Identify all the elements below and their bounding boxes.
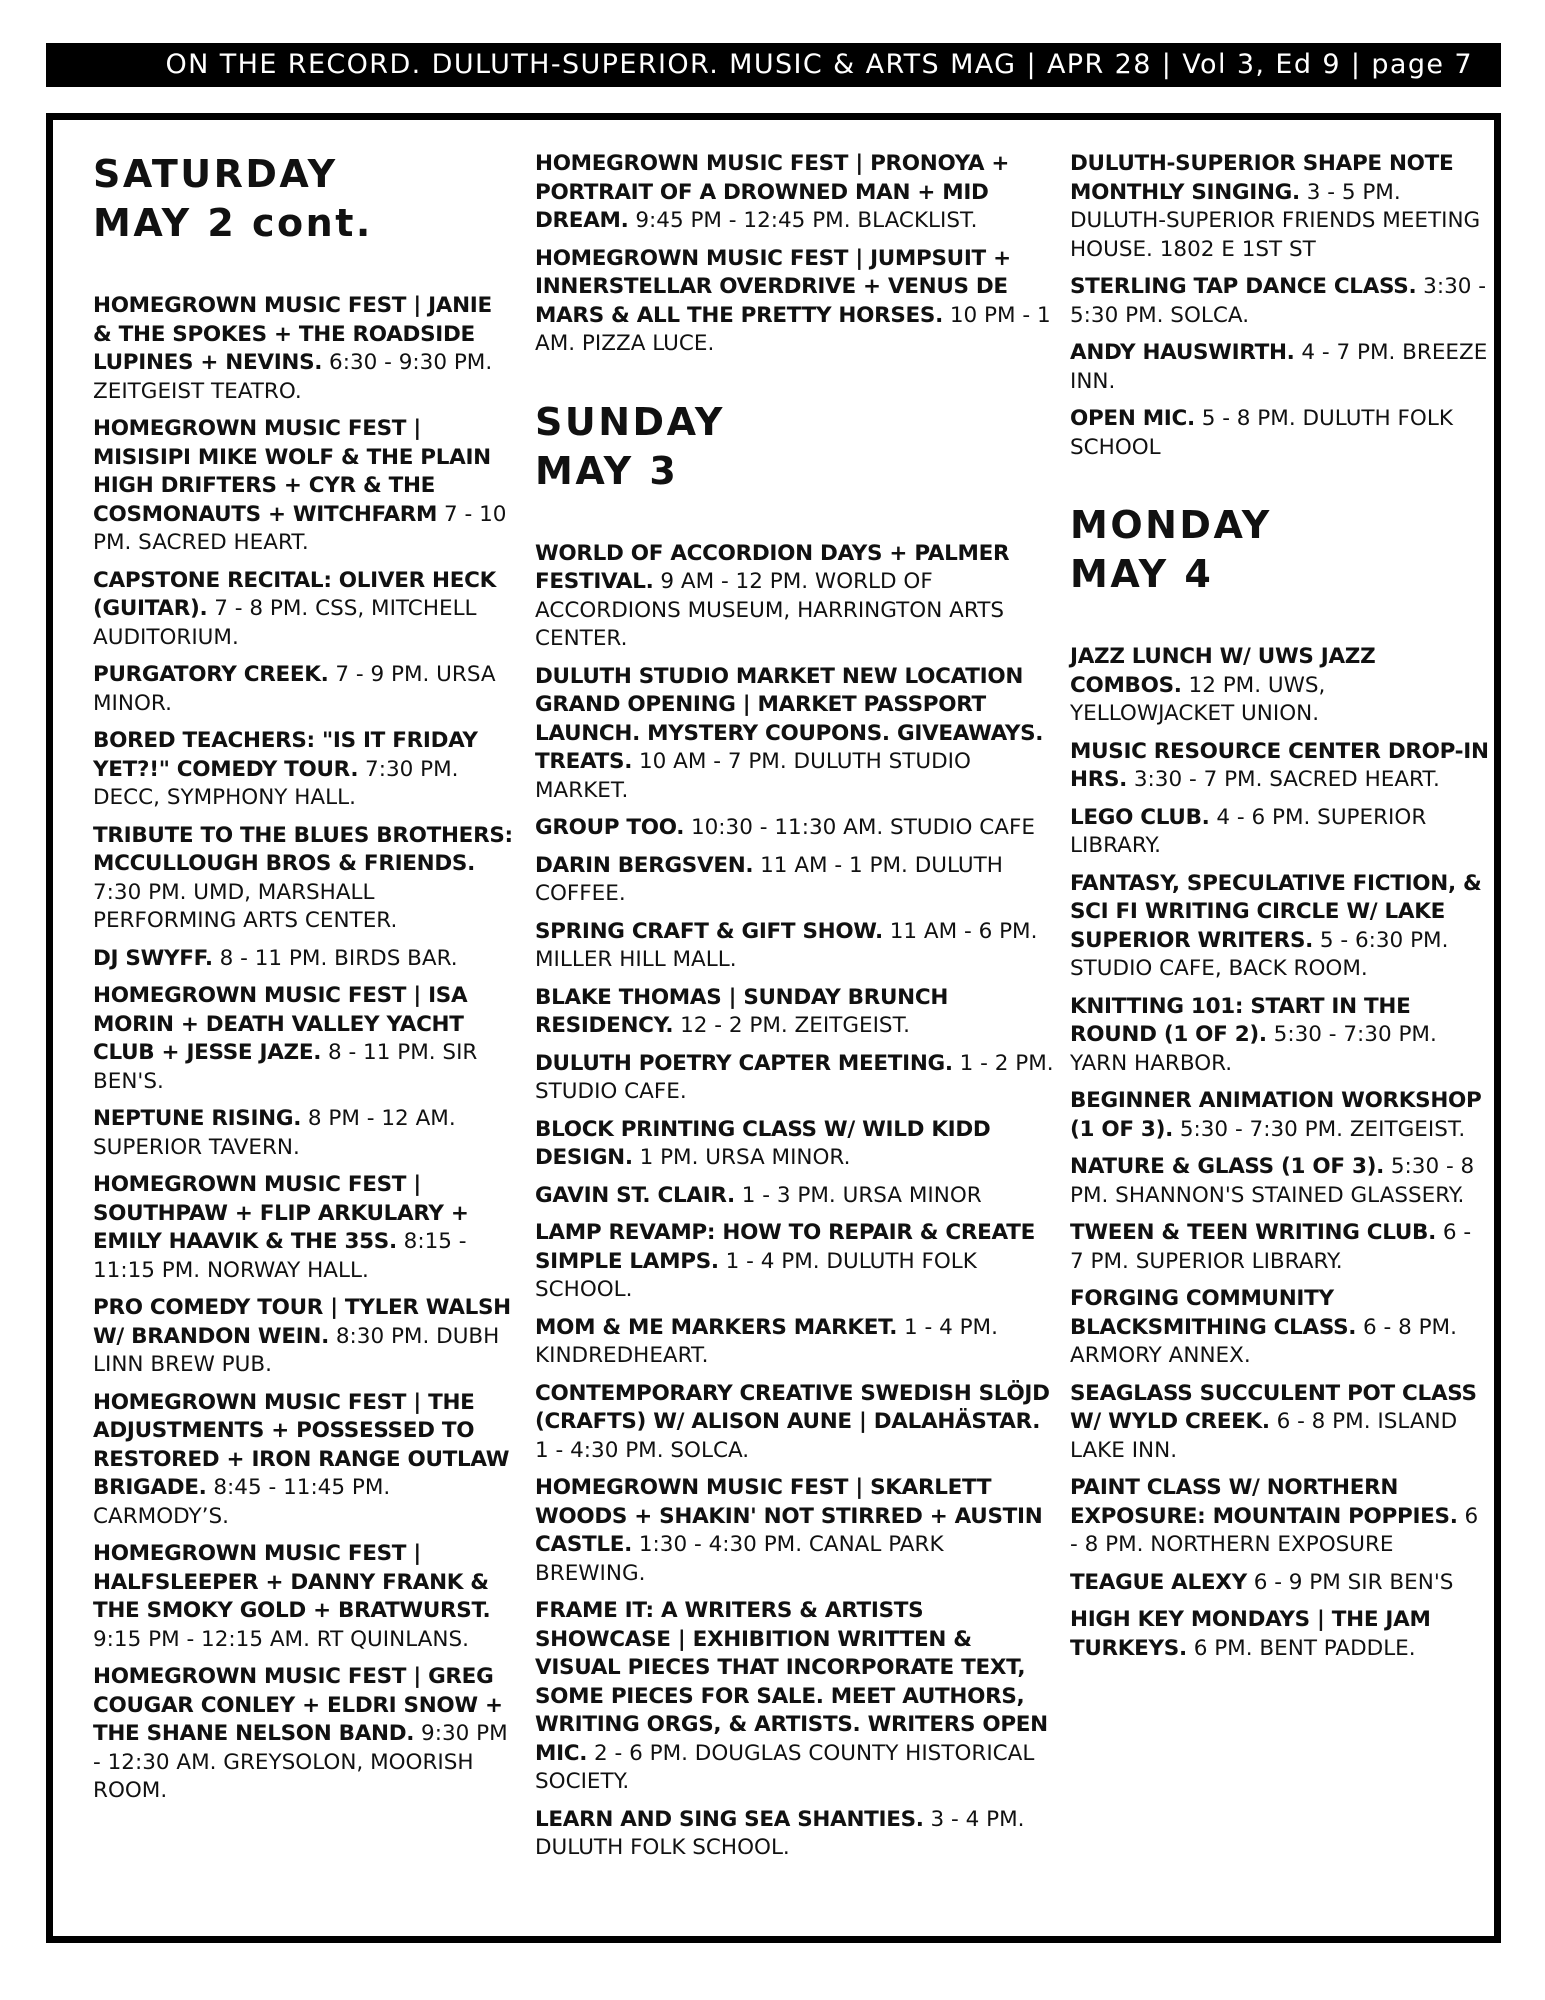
event-listing	[93, 292, 513, 406]
event-details: 5 - 6:30 PM. STUDIO CAFE, BACK ROOM.	[1070, 927, 1449, 981]
event-listing	[93, 567, 513, 653]
event-listing	[535, 852, 1055, 909]
event-title: BLOCK PRINTING CLASS W/ WILD KIDD DESIGN.	[535, 1116, 991, 1170]
event-details: 9 AM - 12 PM. WORLD OF ACCORDIONS MUSEUM, HARRINGTON ARTS CENTER.	[535, 569, 1004, 651]
event-title: HOMEGROWN MUSIC FEST | JANIE & THE SPOKES + THE ROADSIDE LUPINES + NEVINS.	[93, 293, 492, 375]
event-title: HOMEGROWN MUSIC FEST | PRONOYA + PORTRAIT OF A DROWNED MAN + MID DREAM.	[535, 151, 1010, 233]
event-details: 1 - 4 PM. KINDREDHEART.	[535, 1314, 998, 1368]
event-title: PRO COMEDY TOUR | TYLER WALSH W/ BRANDON WEIN.	[93, 1295, 511, 1349]
event-details: 9:30 PM - 12:30 AM. GREYSOLON, MOORISH ROOM.	[93, 1721, 508, 1803]
event-details: 5:30 - 7:30 PM. ZEITGEIST.	[1179, 1116, 1466, 1142]
event-details: 6 - 8 PM. ARMORY ANNEX.	[1070, 1314, 1457, 1368]
event-listing	[93, 1663, 513, 1806]
event-title: DULUTH POETRY CAPTER MEETING.	[535, 1050, 953, 1076]
event-listing	[535, 1380, 1055, 1466]
event-listing	[93, 1105, 513, 1162]
event-listing	[535, 540, 1055, 654]
event-details: 5:30 - 7:30 PM. YARN HARBOR.	[1070, 1022, 1437, 1076]
event-listing	[93, 982, 513, 1096]
event-listing	[1070, 150, 1490, 264]
event-listing	[535, 1050, 1055, 1107]
event-details: 2 - 6 PM. DOUGLAS COUNTY HISTORICAL SOCIETY.	[535, 1740, 1035, 1794]
event-title: CONTEMPORARY CREATIVE SWEDISH SLÖJD (CRAFTS) W/ ALISON AUNE | DALAHÄSTAR.	[535, 1380, 1050, 1434]
event-title: FANTASY, SPECULATIVE FICTION, & SCI FI WRITING CIRCLE W/ LAKE SUPERIOR WRITERS.	[1070, 870, 1482, 953]
event-details: 7 - 10 PM. SACRED HEART.	[93, 501, 507, 555]
event-details: 6 PM. BENT PADDLE.	[1193, 1635, 1416, 1661]
event-listing	[535, 1116, 1055, 1173]
event-title: KNITTING 101: START IN THE ROUND (1 OF 2).	[1070, 993, 1411, 1047]
event-title: DJ SWYFF.	[93, 945, 213, 971]
column-saturday	[93, 150, 513, 1815]
event-listing	[93, 727, 513, 813]
event-details: 7:30 PM. UMD, MARSHALL PERFORMING ARTS CENTER.	[93, 879, 398, 933]
event-listing	[535, 1219, 1055, 1305]
event-title: NEPTUNE RISING.	[93, 1106, 302, 1131]
event-title: OPEN MIC.	[1070, 406, 1195, 431]
event-details: 9:15 PM - 12:15 AM. RT QUINLANS.	[93, 1626, 469, 1652]
event-title: HOMEGROWN MUSIC FEST | JUMPSUIT + INNERSTELLAR OVERDRIVE + VENUS DE MARS & ALL THE PRETTY HORSES.	[535, 245, 1011, 328]
event-details: 1 - 4:30 PM. SOLCA.	[535, 1437, 750, 1463]
event-listing	[535, 663, 1055, 806]
day-name: SATURDAY	[93, 152, 338, 196]
event-title: SEAGLASS SUCCULENT POT CLASS W/ WYLD CREEK.	[1070, 1380, 1477, 1434]
event-title: GROUP TOO.	[535, 815, 685, 840]
event-title: FRAME IT: A WRITERS & ARTISTS SHOWCASE | EXHIBITION WRITTEN & VISUAL PIECES THAT INCORPORATE TEXT, SOME PIECES FOR SALE. MEET AUTHORS, WRITING ORGS, & ARTISTS. WRITERS OPEN MIC.	[535, 1598, 1048, 1766]
event-listing	[535, 150, 1055, 236]
event-details: 7 - 8 PM. CSS, MITCHELL AUDITORIUM.	[93, 596, 477, 650]
event-title: HOMEGROWN MUSIC FEST | SKARLETT WOODS + SHAKIN' NOT STIRRED + AUSTIN CASTLE.	[535, 1475, 1043, 1557]
event-title: TWEEN & TEEN WRITING CLUB.	[1070, 1220, 1436, 1245]
event-listing	[535, 245, 1055, 359]
event-details: 1 PM. URSA MINOR.	[639, 1145, 851, 1170]
event-listing	[1070, 1219, 1490, 1276]
event-title: PURGATORY CREEK.	[93, 662, 329, 687]
page-header: ON THE RECORD. DULUTH-SUPERIOR. MUSIC & ARTS MAG | APR 28 | Vol 3, Ed 9 | page 7	[46, 43, 1501, 87]
event-details: 6:30 - 9:30 PM. ZEITGEIST TEATRO.	[93, 350, 493, 404]
event-details: 1:30 - 4:30 PM. CANAL PARK BREWING.	[535, 1532, 944, 1586]
event-details: 8 - 11 PM. BIRDS BAR.	[219, 945, 458, 971]
event-title: FORGING COMMUNITY BLACKSMITHING CLASS.	[1070, 1286, 1357, 1340]
event-details: 8:30 PM. DUBH LINN BREW PUB.	[93, 1323, 500, 1377]
event-details: 6 - 7 PM. SUPERIOR LIBRARY.	[1070, 1220, 1472, 1274]
event-details: 11 AM - 1 PM. DULUTH COFFEE.	[535, 852, 1003, 906]
event-details: 8 - 11 PM. SIR BEN'S.	[93, 1040, 478, 1094]
event-listing	[535, 1806, 1055, 1863]
event-title: DULUTH-SUPERIOR SHAPE NOTE MONTHLY SINGING.	[1070, 151, 1454, 205]
event-listing	[93, 661, 513, 718]
event-listing	[535, 1314, 1055, 1371]
column-monday	[1070, 150, 1490, 1672]
event-listing	[93, 1540, 513, 1654]
event-listing	[535, 814, 1055, 843]
event-details: 1 - 4 PM. DULUTH FOLK SCHOOL.	[535, 1248, 977, 1302]
event-title: LEGO CLUB.	[1070, 804, 1210, 830]
day-name: SUNDAY	[535, 399, 725, 444]
event-details: 4 - 7 PM. BREEZE INN.	[1070, 340, 1488, 394]
event-details: 12 PM. UWS, YELLOWJACKET UNION.	[1070, 672, 1326, 726]
event-details: 10:30 - 11:30 AM. STUDIO CAFE	[690, 815, 1035, 840]
event-title: NATURE & GLASS (1 OF 3).	[1070, 1154, 1384, 1179]
event-listing	[535, 984, 1055, 1041]
column-sunday	[535, 150, 1055, 1872]
event-listing	[93, 822, 513, 936]
event-listing	[535, 1597, 1055, 1797]
event-title: JAZZ LUNCH W/ UWS JAZZ COMBOS.	[1070, 644, 1376, 698]
event-title: PAINT CLASS W/ NORTHERN EXPOSURE: MOUNTAIN POPPIES.	[1070, 1475, 1458, 1529]
event-details: 11 AM - 6 PM. MILLER HILL MALL.	[535, 918, 1038, 972]
event-details: 6 - 8 PM. NORTHERN EXPOSURE	[1070, 1503, 1479, 1557]
event-details: 3 - 5 PM. DULUTH-SUPERIOR FRIENDS MEETING HOUSE. 1802 E 1ST ST	[1070, 179, 1481, 262]
event-details: 4 - 6 PM. SUPERIOR LIBRARY.	[1070, 804, 1427, 858]
day-heading	[535, 398, 1055, 496]
event-listing	[1070, 1153, 1490, 1210]
event-title: HOMEGROWN MUSIC FEST | HALFSLEEPER + DANNY FRANK & THE SMOKY GOLD + BRATWURST.	[93, 1541, 491, 1623]
event-listing	[93, 945, 513, 974]
event-title: HIGH KEY MONDAYS | THE JAM TURKEYS.	[1070, 1607, 1431, 1661]
day-date: MAY 4	[1070, 552, 1214, 596]
event-title: HOMEGROWN MUSIC FEST | THE ADJUSTMENTS + POSSESSED TO RESTORED + IRON RANGE OUTLAW BRIGADE.	[93, 1389, 510, 1500]
event-title: STERLING TAP DANCE CLASS.	[1070, 274, 1417, 299]
event-listing	[1070, 643, 1490, 729]
event-listing	[93, 415, 513, 558]
event-listing	[1070, 1569, 1490, 1598]
event-title: MUSIC RESOURCE CENTER DROP-IN HRS.	[1070, 738, 1489, 792]
event-listing	[1070, 804, 1490, 861]
day-date: MAY 3	[535, 448, 679, 493]
event-details: 6 - 8 PM. ISLAND LAKE INN.	[1070, 1409, 1458, 1463]
event-details: 7:30 PM. DECC, SYMPHONY HALL.	[93, 756, 459, 810]
event-title: ANDY HAUSWIRTH.	[1070, 340, 1295, 365]
day-heading	[1070, 501, 1490, 599]
event-details: 7 - 9 PM. URSA MINOR.	[93, 662, 496, 716]
event-title: SPRING CRAFT & GIFT SHOW.	[535, 918, 883, 944]
event-title: CAPSTONE RECITAL: OLIVER HECK (GUITAR).	[93, 567, 496, 621]
day-name: MONDAY	[1070, 503, 1272, 547]
event-title: MOM & ME MARKERS MARKET.	[535, 1314, 898, 1340]
event-details: 1 - 3 PM. URSA MINOR	[741, 1182, 982, 1208]
event-listing	[1070, 1285, 1490, 1371]
event-listing	[1070, 1087, 1490, 1144]
event-details: 3:30 - 5:30 PM. SOLCA.	[1070, 274, 1487, 328]
event-listing	[1070, 870, 1490, 984]
event-title: HOMEGROWN MUSIC FEST | ISA MORIN + DEATH VALLEY YACHT CLUB + JESSE JAZE.	[93, 983, 468, 1065]
event-details: 8:45 - 11:45 PM. CARMODY’S.	[93, 1475, 391, 1529]
event-listing	[93, 1171, 513, 1285]
event-listing	[1070, 339, 1490, 396]
day-date: MAY 2 cont.	[93, 201, 373, 245]
event-details: 8 PM - 12 AM. SUPERIOR TAVERN.	[93, 1106, 456, 1160]
event-title: DARIN BERGSVEN.	[535, 852, 754, 878]
event-details: 1 - 2 PM. STUDIO CAFE.	[535, 1050, 1054, 1104]
event-title: GAVIN ST. CLAIR.	[535, 1182, 735, 1208]
day-heading	[93, 150, 513, 248]
event-details: 12 - 2 PM. ZEITGEIST.	[680, 1013, 910, 1038]
event-listing	[1070, 405, 1490, 462]
event-title: TEAGUE ALEXY	[1070, 1569, 1247, 1595]
event-details: 10 PM - 1 AM. PIZZA LUCE.	[535, 302, 1051, 356]
event-details: 10 AM - 7 PM. DULUTH STUDIO MARKET.	[535, 749, 971, 803]
event-title: DULUTH STUDIO MARKET NEW LOCATION GRAND OPENING | MARKET PASSPORT LAUNCH. MYSTERY COUPONS. GIVEAWAYS. TREATS.	[535, 663, 1044, 774]
event-listing	[93, 1389, 513, 1532]
event-details: 5:30 - 8 PM. SHANNON'S STAINED GLASSERY.	[1070, 1154, 1475, 1208]
event-title: HOMEGROWN MUSIC FEST | GREG COUGAR CONLEY + ELDRI SNOW + THE SHANE NELSON BAND.	[93, 1664, 503, 1746]
event-title: BLAKE THOMAS | SUNDAY BRUNCH RESIDENCY.	[535, 984, 949, 1038]
event-details: 6 - 9 PM SIR BEN'S	[1253, 1569, 1454, 1595]
event-title: TRIBUTE TO THE BLUES BROTHERS: MCCULLOUGH BROS & FRIENDS.	[93, 822, 513, 876]
event-details: 3:30 - 7 PM. SACRED HEART.	[1133, 767, 1440, 792]
event-details: 8:15 - 11:15 PM. NORWAY HALL.	[93, 1229, 467, 1283]
event-listing	[1070, 1474, 1490, 1560]
event-details: 9:45 PM - 12:45 PM. BLACKLIST.	[635, 208, 978, 233]
event-details: 3 - 4 PM. DULUTH FOLK SCHOOL.	[535, 1806, 1025, 1860]
event-listing	[535, 1182, 1055, 1211]
event-listing	[1070, 738, 1490, 795]
event-title: BEGINNER ANIMATION WORKSHOP (1 OF 3).	[1070, 1088, 1482, 1142]
event-listing	[535, 918, 1055, 975]
event-listing	[1070, 1606, 1490, 1663]
event-title: LAMP REVAMP: HOW TO REPAIR & CREATE SIMPLE LAMPS.	[535, 1220, 1035, 1274]
event-title: WORLD OF ACCORDION DAYS + PALMER FESTIVAL.	[535, 540, 1010, 594]
event-listing	[93, 1294, 513, 1380]
event-details: 5 - 8 PM. DULUTH FOLK SCHOOL	[1070, 406, 1453, 460]
event-listing	[535, 1474, 1055, 1588]
event-listing	[1070, 273, 1490, 330]
event-title: LEARN AND SING SEA SHANTIES.	[535, 1806, 924, 1832]
event-listing	[1070, 1380, 1490, 1466]
event-title: BORED TEACHERS: "IS IT FRIDAY YET?!" COMEDY TOUR.	[93, 728, 478, 782]
event-title: HOMEGROWN MUSIC FEST | MISISIPI MIKE WOLF & THE PLAIN HIGH DRIFTERS + CYR & THE COSMONAUTS + WITCHFARM	[93, 416, 491, 527]
event-title: HOMEGROWN MUSIC FEST | SOUTHPAW + FLIP ARKULARY + EMILY HAAVIK & THE 35S.	[93, 1172, 469, 1254]
event-listing	[1070, 993, 1490, 1079]
